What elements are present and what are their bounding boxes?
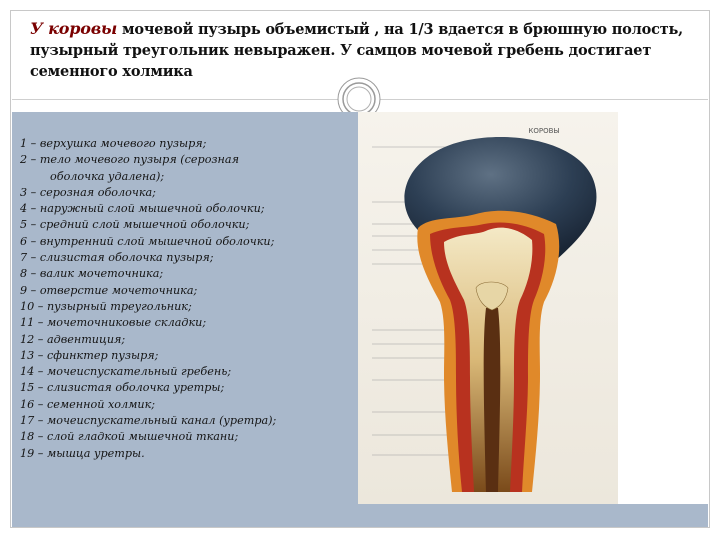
legend-item: 4 – наружный слой мышечной оболочки; — [20, 202, 265, 216]
slide-header — [30, 18, 700, 82]
legend-item: 8 – валик мочеточника; — [20, 267, 164, 281]
header-text: мочевой пузырь объемистый , на 1/3 вдается в брюшную полость, пузырный треугольник невыражен. У самцов мочевой гребень достигает семенного холмика — [30, 21, 684, 80]
legend-item: 10 – пузырный треугольник; — [20, 299, 192, 313]
legend-item: 9 – отверстие мочеточника; — [20, 283, 198, 297]
legend-item: 14 – мочеиспускательный гребень; — [20, 365, 232, 379]
figure-caption: КОРОВЫ — [528, 127, 560, 135]
legend-item: 7 – слизистая оболочка пузыря; — [20, 251, 214, 265]
urethral-channel — [484, 308, 501, 492]
legend-item: 12 – адвентиция; — [20, 332, 126, 346]
legend-item: 17 – мочеиспускательный канал (уретра); — [20, 414, 277, 428]
legend-list — [20, 136, 355, 462]
legend-item: 18 – слой гладкой мышечной ткани; — [20, 430, 239, 444]
legend-item: 16 – семенной холмик; — [20, 397, 156, 411]
header-lead: У коровы — [30, 19, 118, 38]
bladder-illustration — [358, 112, 618, 504]
legend-item: 5 – средний слой мышечной оболочки; — [20, 218, 250, 232]
legend-item: 6 – внутренний слой мышечной оболочки; — [20, 234, 275, 248]
legend-item: 11 – мочеточниковые складки; — [20, 316, 207, 330]
legend-item: 2 – тело мочевого пузыря (серозная — [20, 153, 239, 167]
legend-item: 19 – мышца уретры. — [20, 446, 145, 460]
bottom-bar — [12, 504, 708, 527]
legend-item: 13 – сфинктер пузыря; — [20, 348, 159, 362]
legend-item: 15 – слизистая оболочка уретры; — [20, 381, 225, 395]
legend-item: 1 – верхушка мочевого пузыря; — [20, 137, 207, 150]
legend-item: оболочка удалена); — [50, 169, 165, 183]
legend-item: 3 – серозная оболочка; — [20, 185, 156, 199]
